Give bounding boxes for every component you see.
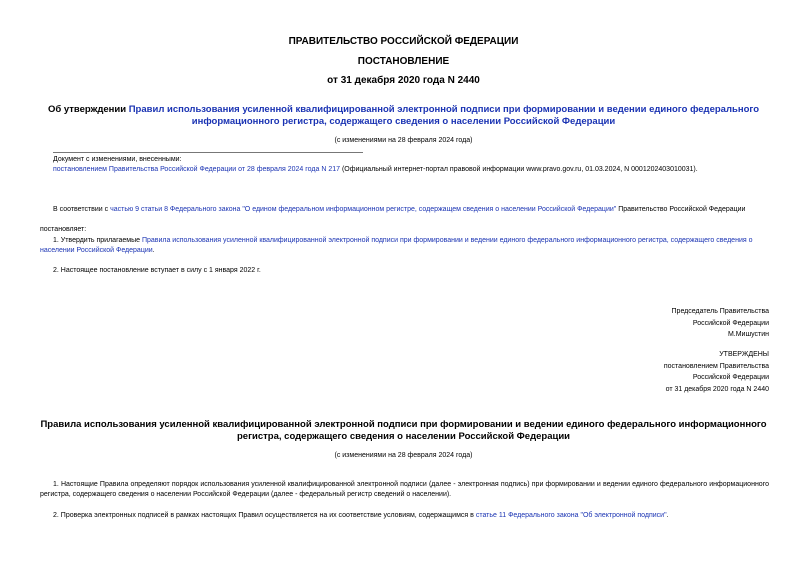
federal-law-link[interactable]: частью 9 статьи 8 Федерального закона "О едином федеральном информационном регистре, содержащем сведения о населении Российской Федерации" — [110, 206, 617, 213]
rules-title: Правила использования усиленной квалифицированной электронной подписи при формировании и ведении единого федерального информационного регистра, содержащего сведения о населении Российской Федерации — [40, 419, 767, 442]
amendment-source: (Официальный интернет-портал правовой информации www.pravo.gov.ru, 01.03.2024, N 0001202403010031). — [340, 166, 698, 173]
signature-position: Председатель Правительства — [671, 308, 769, 315]
issuing-authority: ПРАВИТЕЛЬСТВО РОССИЙСКОЙ ФЕДЕРАЦИИ — [288, 36, 519, 47]
document-date-number: от 31 декабря 2020 года N 2440 — [327, 75, 480, 86]
rules-paragraph-2-suffix: . — [666, 512, 669, 519]
resolves-text: постановляет: — [40, 226, 87, 233]
document-type: ПОСТАНОВЛЕНИЕ — [357, 56, 450, 67]
preamble — [53, 205, 773, 215]
changes-note: (с изменениями на 28 февраля 2024 года) — [334, 137, 473, 144]
preamble-prefix: В соответствии с — [53, 206, 111, 213]
rules-changes-note: (с изменениями на 28 февраля 2024 года) — [334, 452, 473, 459]
amendments-divider — [53, 152, 363, 153]
amendments-entry — [53, 165, 773, 175]
approval-line-3: Российской Федерации — [692, 374, 769, 381]
item-2: 2. Настоящее постановление вступает в силу с 1 января 2022 г. — [53, 267, 261, 274]
document-title-prefix: Об утверждении — [47, 104, 129, 115]
item-1-prefix: 1. Утвердить прилагаемые — [53, 237, 142, 244]
signature-block — [672, 306, 769, 341]
preamble-suffix: Правительство Российской Федерации — [616, 206, 746, 213]
rules-paragraph-1: 1. Настоящие Правила определяют порядок использования усиленной квалифицированной электронной подписи (далее - электронная подпись) при формировании и ведении единого федерального информационного регистра, содержащего сведения о населении Российской Федерации (далее - федеральный регистр сведений о населении). — [40, 481, 769, 498]
document-title — [40, 104, 767, 128]
item-1-suffix: . — [152, 247, 155, 254]
document-title-link[interactable]: Правил использования усиленной квалифицированной электронной подписи при формировании и ведении единого федерального информационного регистра, содержащего сведения о населении Российской Федерации — [128, 104, 760, 127]
rules-link[interactable]: Правила использования усиленной квалифицированной электронной подписи при формировании и ведении единого федерального информационного регистра, содержащего сведения о населении Российской Федерации — [40, 237, 753, 254]
signature-name: М.Мишустин — [727, 331, 769, 338]
approval-line-2: постановлением Правительства — [663, 362, 769, 370]
approval-block — [664, 349, 769, 395]
approval-title: УТВЕРЖДЕНЫ — [719, 351, 769, 358]
amendment-link[interactable]: постановлением Правительства Российской Федерации от 28 февраля 2024 года N 217 — [53, 166, 340, 173]
rules-paragraph-2 — [53, 511, 773, 521]
rules-paragraph-2-prefix: 2. Проверка электронных подписей в рамках настоящих Правил осуществляется на их соответствие условиям, содержащимся в — [53, 512, 476, 519]
signature-organization: Российской Федерации — [692, 319, 769, 327]
amendments-intro: Документ с изменениями, внесенными: — [53, 156, 182, 163]
electronic-signature-law-link[interactable]: статье 11 Федерального закона "Об электронной подписи" — [475, 512, 667, 519]
approval-date-number: от 31 декабря 2020 года N 2440 — [665, 385, 769, 393]
item-1 — [40, 236, 772, 256]
